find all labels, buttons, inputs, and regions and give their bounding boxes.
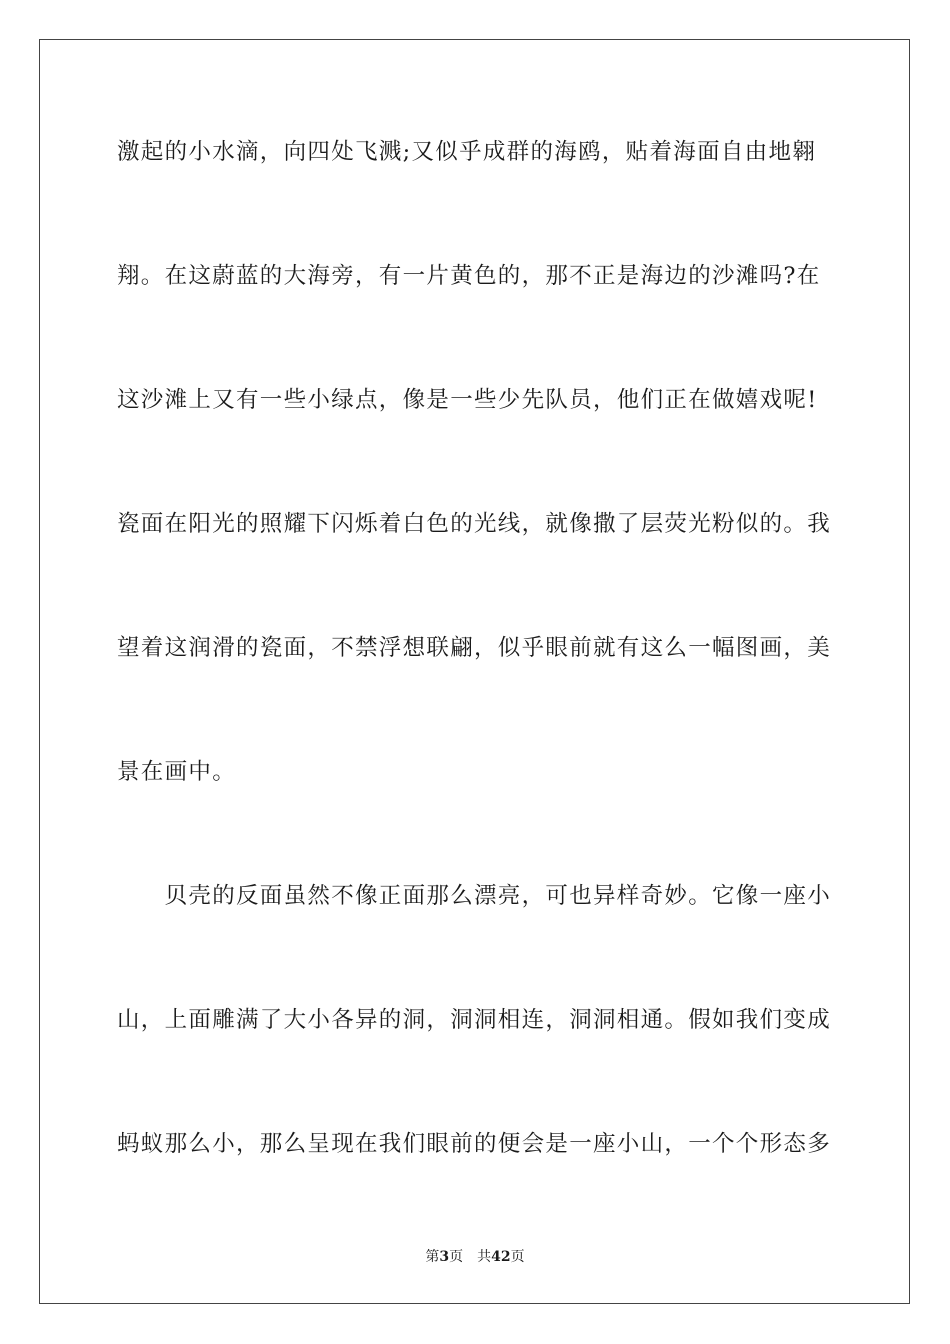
body-text-line: 山，上面雕满了大小各异的洞，洞洞相连，洞洞相通。假如我们变成 [117, 1007, 832, 1033]
total-pages: 42 [491, 1249, 511, 1265]
body-text-line: 翔。在这蔚蓝的大海旁，有一片黄色的，那不正是海边的沙滩吗?在 [117, 263, 821, 289]
page-label-suffix: 页 [449, 1249, 464, 1265]
page-footer [0, 1247, 950, 1267]
body-text-line: 激起的小水滴，向四处飞溅;又似乎成群的海鸥，贴着海面自由地翱 [117, 139, 817, 165]
total-label-suffix: 页 [510, 1249, 525, 1265]
paragraph-start-line: 贝壳的反面虽然不像正面那么漂亮，可也异样奇妙。它像一座小 [117, 883, 832, 909]
body-text-line: 蚂蚁那么小，那么呈现在我们眼前的便会是一座小山，一个个形态多 [117, 1131, 832, 1157]
page-number: 3 [439, 1249, 450, 1265]
body-text-line: 望着这润滑的瓷面，不禁浮想联翩，似乎眼前就有这么一幅图画，美 [117, 635, 832, 661]
page-border [39, 39, 910, 1304]
body-text-line: 景在画中。 [117, 759, 237, 785]
page-label-prefix: 第 [425, 1249, 440, 1265]
body-text-line: 瓷面在阳光的照耀下闪烁着白色的光线，就像撒了层荧光粉似的。我 [117, 511, 832, 537]
total-label-prefix: 共 [477, 1249, 492, 1265]
body-text-line: 这沙滩上又有一些小绿点，像是一些少先队员，他们正在做嬉戏呢! [117, 387, 818, 413]
